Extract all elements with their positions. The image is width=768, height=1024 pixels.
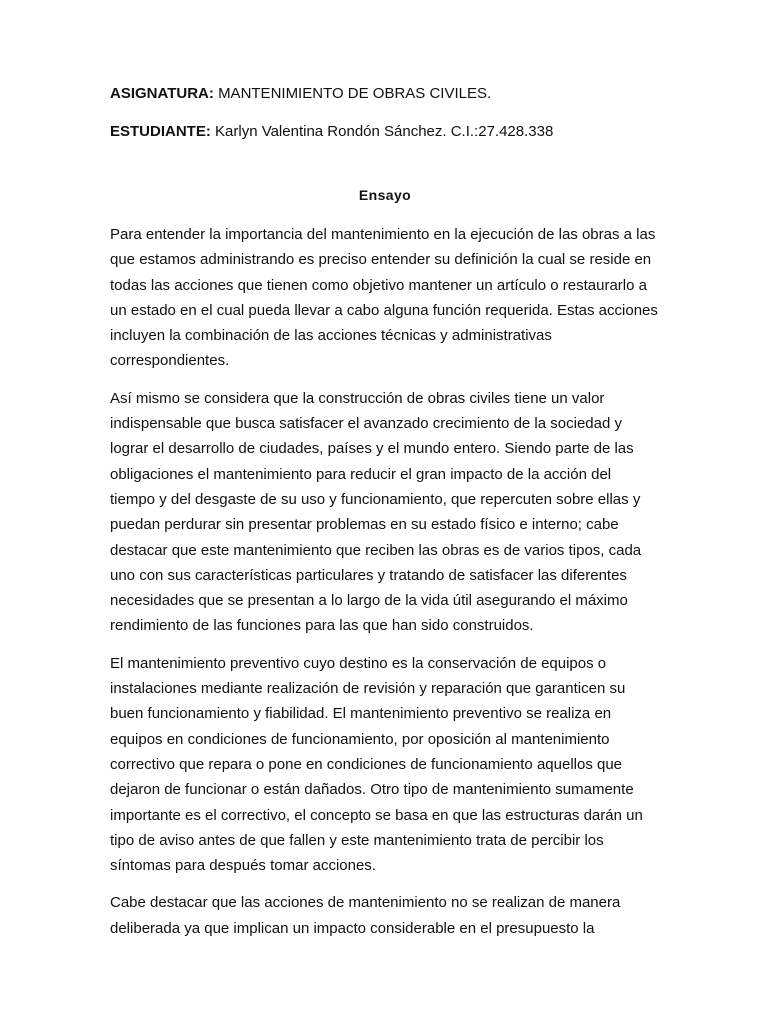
document-title: Ensayo — [358, 187, 412, 203]
estudiante-label: ESTUDIANTE: — [110, 123, 211, 140]
asignatura-value: MANTENIMIENTO DE OBRAS CIVILES. — [218, 85, 492, 102]
estudiante-value: Karlyn Valentina Rondón Sánchez. C.I.:27.428.338 — [215, 123, 554, 140]
paragraph-3: El mantenimiento preventivo cuyo destino es la conservación de equipos o instalaciones mediante realización de revisión y reparación que garanticen su buen funcionamiento y fiabilidad. El mantenimiento preventivo se realiza en equipos en condiciones de funcionamiento, por oposición al mantenimiento correctivo que repara o pone en condiciones de funcionamiento aquellos que dejaron de funcionar o están dañados. Otro tipo de mantenimiento sumamente importante es el correctivo, el concepto se basa en que las estructuras darán un tipo de aviso antes de que fallen y este mantenimiento trata de percibir los síntomas para después tomar acciones. — [110, 654, 643, 875]
paragraph-4: Cabe destacar que las acciones de mantenimiento no se realizan de manera deliberada ya que implican un impacto considerable en el presupuesto la — [110, 894, 621, 937]
asignatura-label: ASIGNATURA: — [110, 85, 214, 102]
paragraph-2: Así mismo se considera que la construcción de obras civiles tiene un valor indispensable que busca satisfacer el avanzado crecimiento de la sociedad y lograr el desarrollo de ciudades, países y el mundo entero. Siendo parte de las obligaciones el mantenimiento para reducir el gran impacto de la acción del tiempo y del desgaste de su uso y funcionamiento, que repercuten sobre ellas y puedan perdurar sin presentar problemas en su estado físico e interno; cabe destacar que este mantenimiento que reciben las obras es de varios tipos, cada uno con sus características particulares y tratando de satisfacer las diferentes necesidades que se presentan a lo largo de la vida útil asegurando el máximo rendimiento de las funciones para las que han sido construidos. — [110, 389, 642, 635]
estudiante-line — [110, 122, 660, 142]
asignatura-line — [110, 84, 660, 104]
paragraph-1: Para entender la importancia del mantenimiento en la ejecución de las obras a las que estamos administrando es preciso entender su definición la cual se reside en todas las acciones que tienen como objetivo mantener un artículo o restaurarlo a un estado en el cual pueda llevar a cabo alguna función requerida. Estas acciones incluyen la combinación de las acciones técnicas y administrativas correspondientes. — [110, 226, 658, 370]
